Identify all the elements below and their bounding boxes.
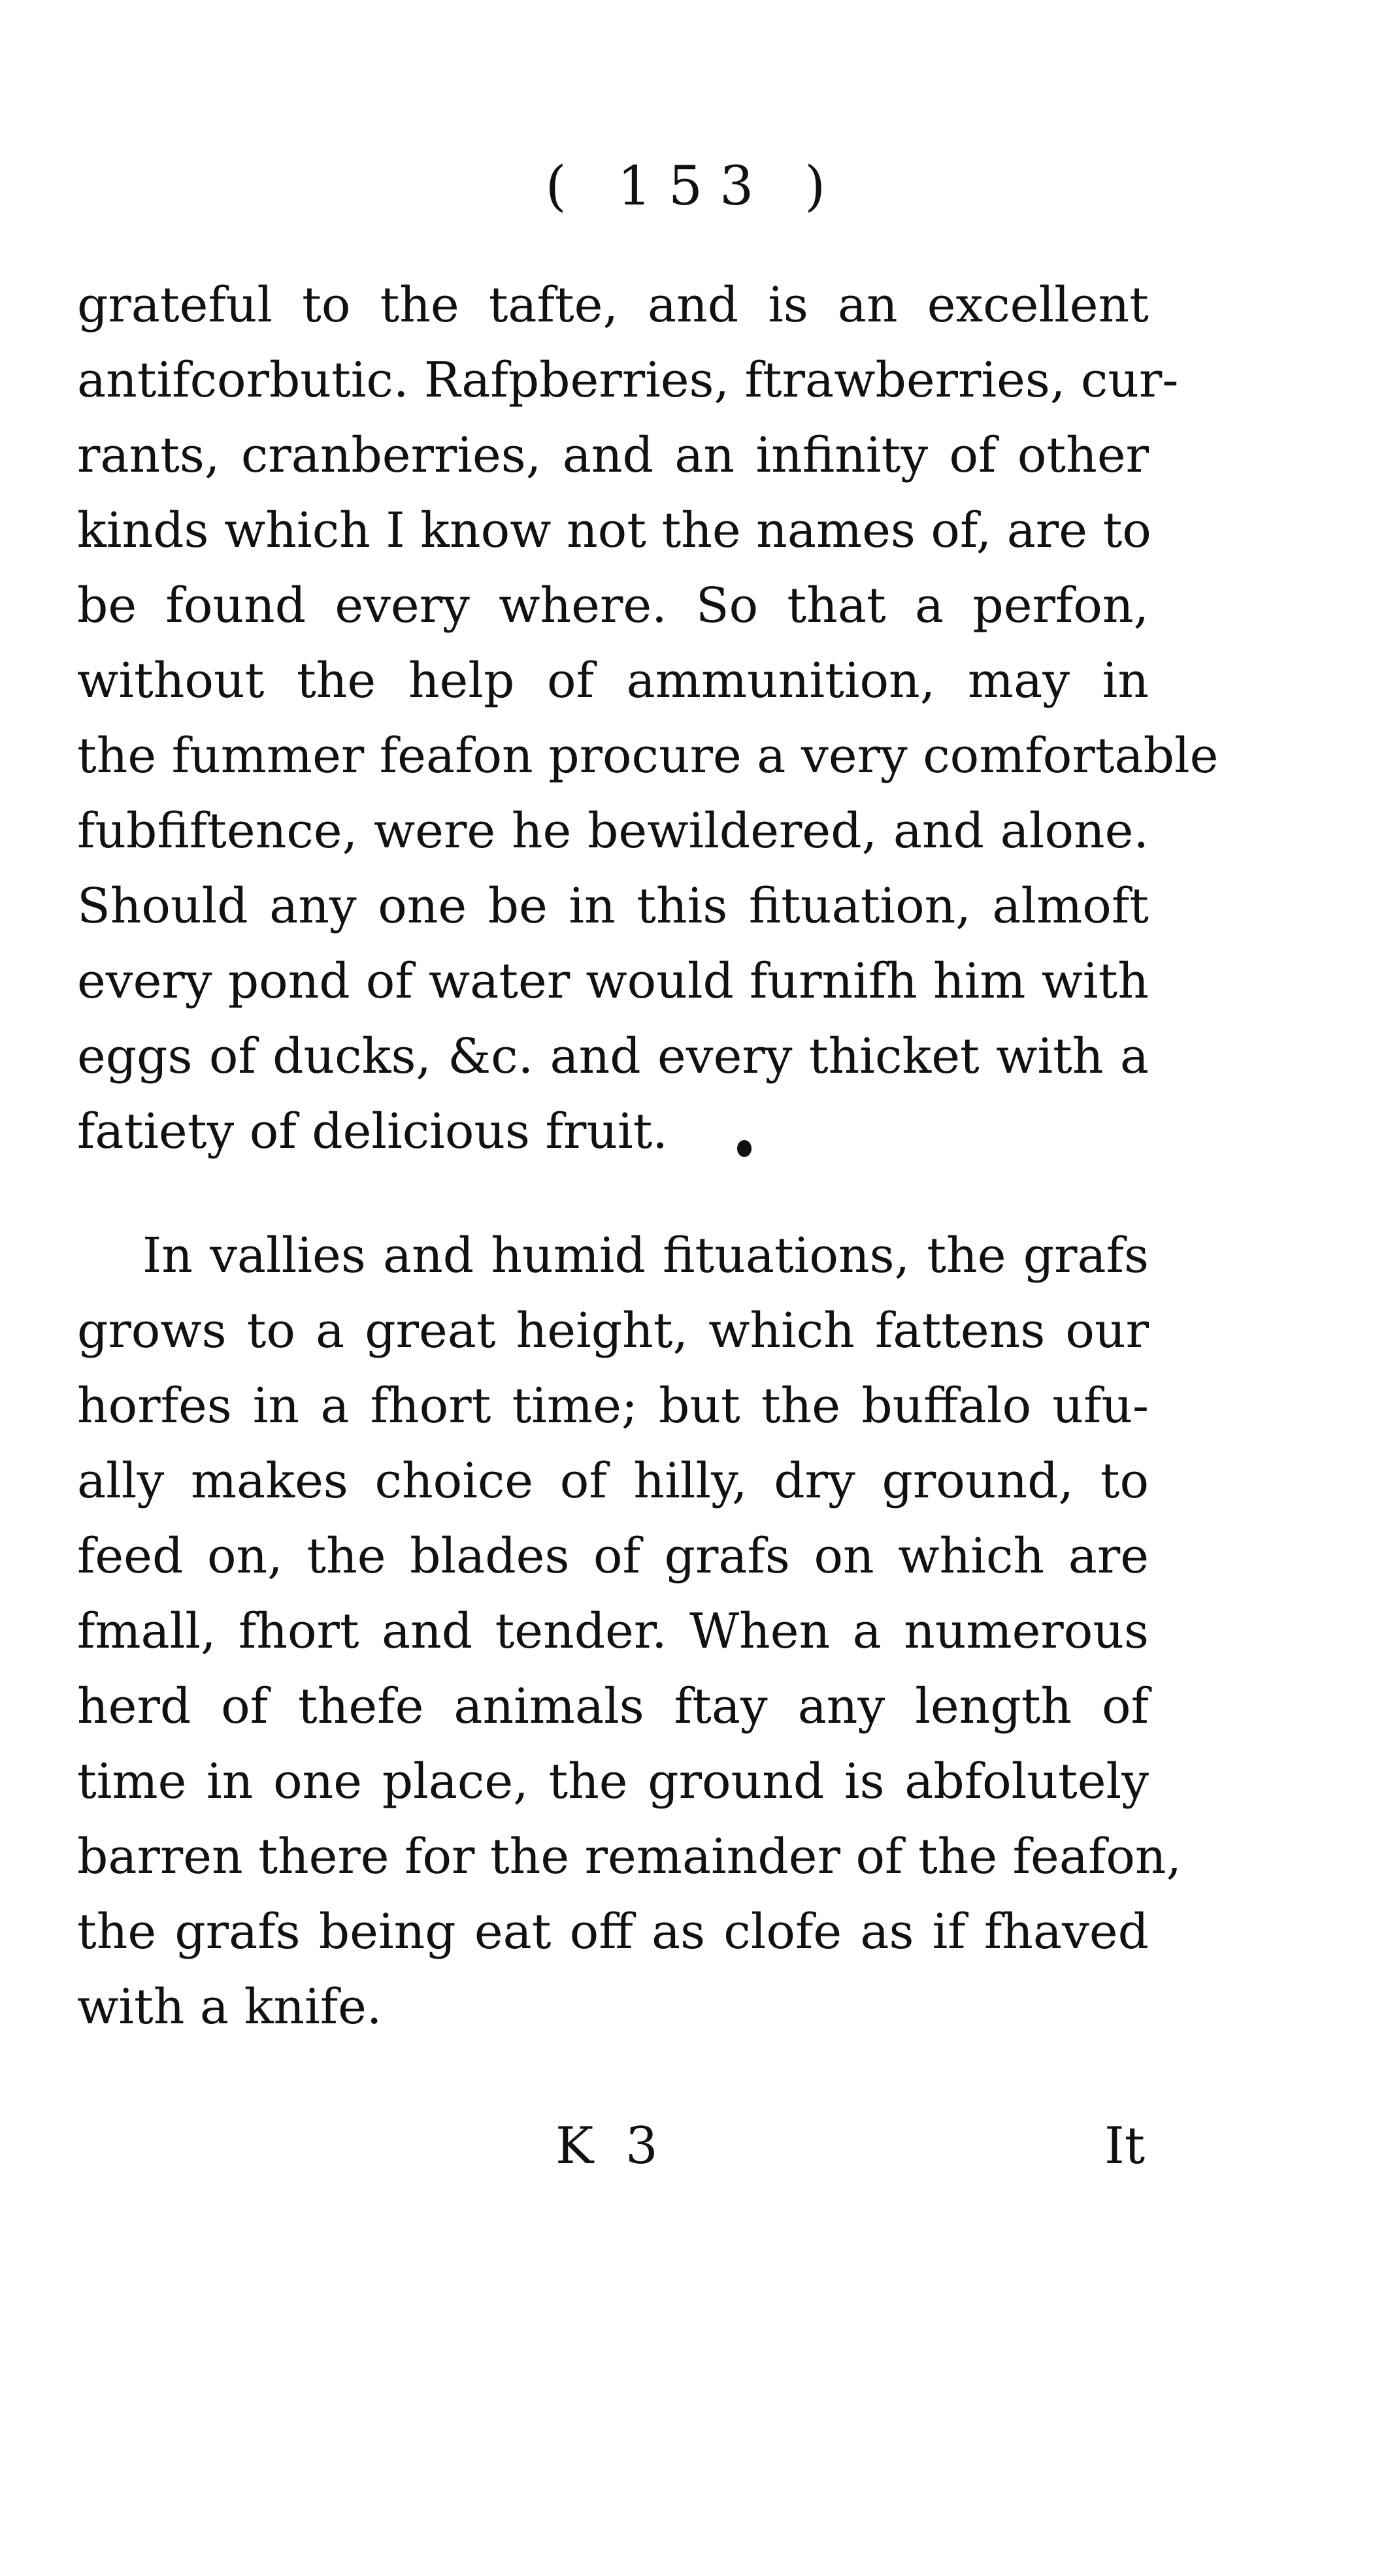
text-line: with a knife. xyxy=(77,1979,382,2035)
text-line: herd of thefe animals ftay any length of xyxy=(77,1678,1149,1735)
text-line: In vallies and humid fituations, the grafs xyxy=(142,1228,1149,1284)
text-line: feed on, the blades of grafs on which are xyxy=(77,1528,1149,1584)
text-line: without the help of ammunition, may in xyxy=(77,653,1149,709)
signature-mark: K 3 xyxy=(555,2117,666,2176)
catchword: It xyxy=(1104,2117,1146,2176)
text-line: time in one place, the ground is abfolutely xyxy=(77,1753,1149,1810)
text-line: kinds which I know not the names of, are to xyxy=(77,502,1151,559)
text-line: the grafs being eat off as clofe as if fhaved xyxy=(77,1904,1149,1960)
text-line: fatiety of delicious fruit. xyxy=(77,1103,668,1160)
text-line: fubfiftence, were he bewildered, and alone. xyxy=(77,803,1149,859)
text-line: grows to a great height, which fattens our xyxy=(77,1303,1149,1359)
text-line: ally makes choice of hilly, dry ground, to xyxy=(77,1453,1149,1509)
text-line: be found every where. So that a perfon, xyxy=(77,578,1149,634)
text-line: antifcorbutic. Rafpberries, ftrawberries, cur- xyxy=(77,352,1179,408)
text-line: rants, cranberries, and an infinity of other xyxy=(77,427,1149,483)
text-line: every pond of water would furnifh him with xyxy=(77,953,1149,1009)
paragraph-1 xyxy=(77,268,1219,1169)
text-line: eggs of ducks, &c. and every thicket with a xyxy=(77,1028,1149,1084)
text-line: grateful to the tafte, and is an excellent xyxy=(77,277,1149,333)
text-line: horfes in a fhort time; but the buffalo ufu- xyxy=(77,1378,1149,1434)
paragraph-2 xyxy=(77,1218,1182,2045)
text-line: Should any one be in this fituation, almoft xyxy=(77,878,1149,934)
ink-dot xyxy=(737,1140,752,1157)
text-line: the fummer feafon procure a very comfortable xyxy=(77,728,1219,784)
text-line: fmall, fhort and tender. When a numerous xyxy=(77,1603,1149,1659)
text-line: barren there for the remainder of the feafon, xyxy=(77,1829,1182,1885)
page-number: ( 153 ) xyxy=(545,155,843,218)
